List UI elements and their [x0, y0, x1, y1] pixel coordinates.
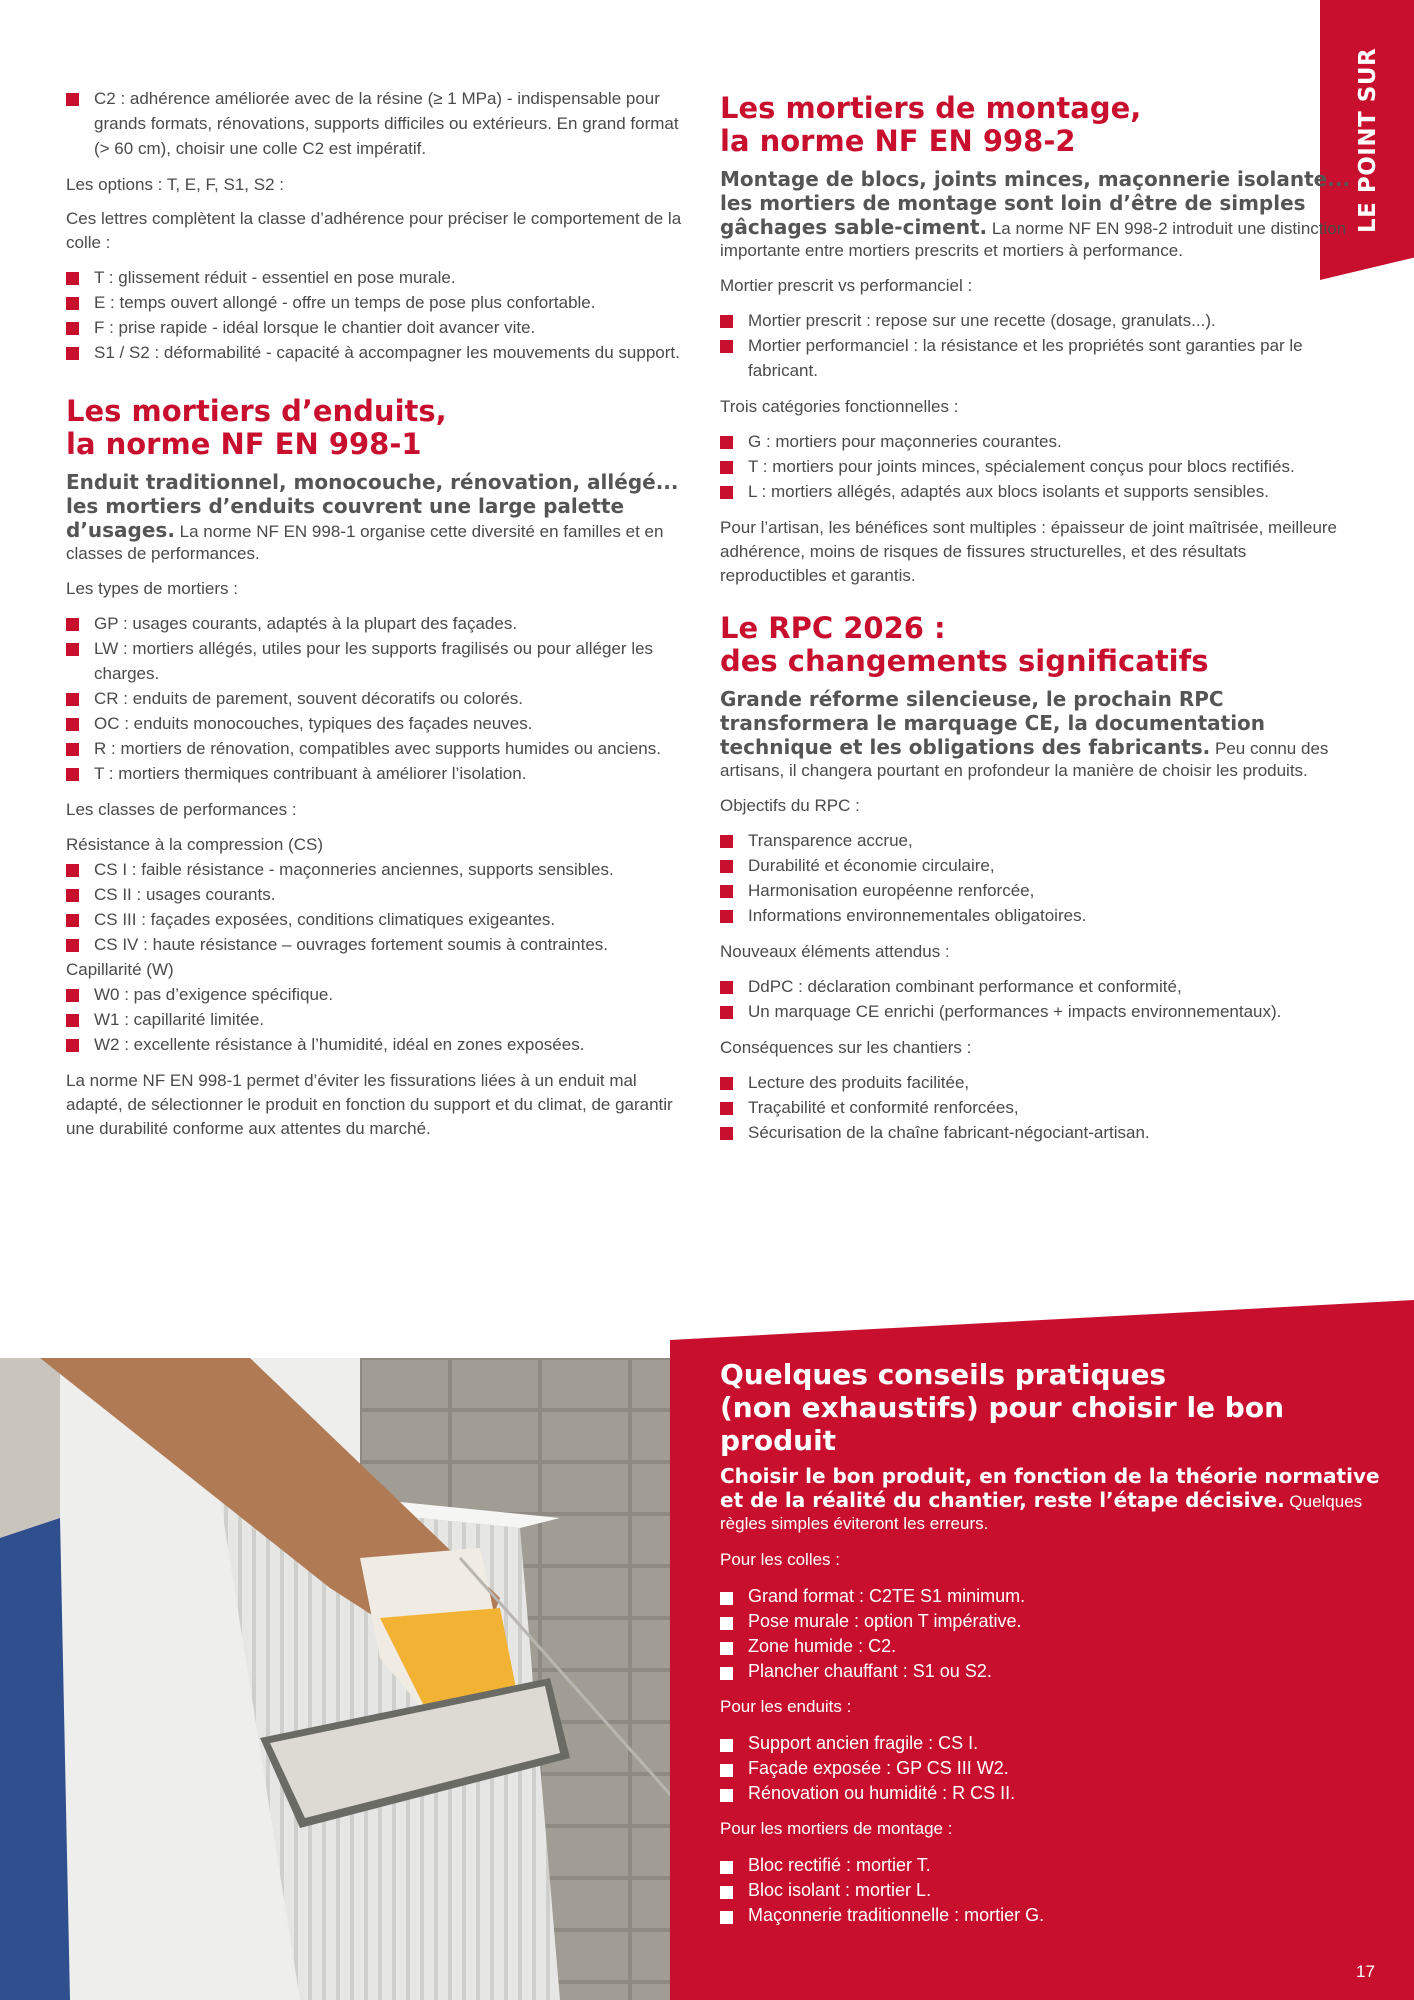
- list-item: T : mortiers thermiques contribuant à améliorer l’isolation.: [66, 761, 690, 786]
- objectives-label: Objectifs du RPC :: [720, 796, 860, 815]
- rpc-title-line1: Le RPC 2026 :: [720, 611, 946, 645]
- list-item: Plancher chauffant : S1 ou S2.: [720, 1659, 1390, 1684]
- options-label: Les options : T, E, F, S1, S2 :: [66, 175, 284, 194]
- enduits-lead: [66, 471, 690, 565]
- montage-title: [720, 92, 1356, 158]
- list-item: T : mortiers pour joints minces, spécialement conçus pour blocs rectifiés.: [720, 454, 1356, 479]
- cs-list: [66, 857, 690, 957]
- list-item: DdPC : déclaration combinant performance et conformité,: [720, 974, 1356, 999]
- tips-panel: [720, 1358, 1390, 1938]
- tips-lead-bold: Choisir le bon produit, en fonction de la théorie normative et de la réalité du chantier, reste l’étape décisive.: [720, 1464, 1380, 1512]
- montage-conclusion: Pour l’artisan, les bénéfices sont multiples : épaisseur de joint maîtrisée, meilleure adhérence, moins de risques de fissures structurelles, et des résultats reproductibles et garantis.: [720, 518, 1338, 585]
- list-item: OC : enduits monocouches, typiques des façades neuves.: [66, 711, 690, 736]
- tips-title-line1: Quelques conseils pratiques: [720, 1358, 1167, 1391]
- tips-lead-rest: Quelques règles simples éviteront les erreurs.: [720, 1492, 1363, 1533]
- tips-lead: [720, 1465, 1390, 1535]
- list-item: Mortier prescrit : repose sur une recette (dosage, granulats...).: [720, 308, 1356, 333]
- list-item: Informations environnementales obligatoires.: [720, 903, 1356, 928]
- list-item: CS IV : haute résistance – ouvrages fortement soumis à contraintes.: [66, 932, 690, 957]
- montage-lead-bold: Montage de blocs, joints minces, maçonnerie isolante... les mortiers de montage sont loin d’être de simples gâchages sable-ciment.: [720, 167, 1351, 239]
- objectives-list: [720, 828, 1356, 928]
- consequences-label: Conséquences sur les chantiers :: [720, 1038, 972, 1057]
- enduits-conclusion: La norme NF EN 998-1 permet d’éviter les fissurations liées à un enduit mal adapté, de sélectionner le produit en fonction du support et du climat, de garantir une durabilité conforme aux attentes du marché.: [66, 1071, 673, 1138]
- list-item: R : mortiers de rénovation, compatibles avec supports humides ou anciens.: [66, 736, 690, 761]
- new-elements-list: [720, 974, 1356, 1024]
- categories-list: [720, 429, 1356, 504]
- list-item: Maçonnerie traditionnelle : mortier G.: [720, 1903, 1390, 1928]
- types-label: Les types de mortiers :: [66, 579, 238, 598]
- list-item: Harmonisation européenne renforcée,: [720, 878, 1356, 903]
- tips-title: [720, 1358, 1390, 1457]
- list-item: G : mortiers pour maçonneries courantes.: [720, 429, 1356, 454]
- list-item: Support ancien fragile : CS I.: [720, 1731, 1390, 1756]
- enduits-lead-rest: La norme NF EN 998-1 organise cette diversité en familles et en classes de performances.: [66, 522, 664, 563]
- list-item: Zone humide : C2.: [720, 1634, 1390, 1659]
- worker-photo-illustration: [0, 1358, 700, 2000]
- list-item: Traçabilité et conformité renforcées,: [720, 1095, 1356, 1120]
- list-item: Bloc rectifié : mortier T.: [720, 1853, 1390, 1878]
- montage-title-line1: Les mortiers de montage,: [720, 91, 1142, 125]
- list-item: Pose murale : option T impérative.: [720, 1609, 1390, 1634]
- list-item: W2 : excellente résistance à l’humidité, idéal en zones exposées.: [66, 1032, 690, 1057]
- list-item: CS III : façades exposées, conditions climatiques exigeantes.: [66, 907, 690, 932]
- list-item: F : prise rapide - idéal lorsque le chantier doit avancer vite.: [66, 315, 690, 340]
- list-item: LW : mortiers allégés, utiles pour les supports fragilisés ou pour alléger les charges.: [66, 636, 690, 686]
- left-column: [66, 86, 690, 1151]
- w-list: [66, 982, 690, 1057]
- list-item: GP : usages courants, adaptés à la plupart des façades.: [66, 611, 690, 636]
- montage-lead-rest: La norme NF EN 998-2 introduit une distinction importante entre mortiers prescrits et mortiers à performance.: [720, 219, 1347, 260]
- worker-photo: [0, 1358, 700, 2000]
- montage-lead: [720, 168, 1356, 262]
- list-item: C2 : adhérence améliorée avec de la résine (≥ 1 MPa) - indispensable pour grands formats, rénovations, supports difficiles ou extérieurs. En grand format (> 60 cm), choisir une colle C2 est impératif.: [66, 86, 690, 161]
- list-item: Grand format : C2TE S1 minimum.: [720, 1584, 1390, 1609]
- list-item: CS I : faible résistance - maçonneries anciennes, supports sensibles.: [66, 857, 690, 882]
- list-item: CR : enduits de parement, souvent décoratifs ou colorés.: [66, 686, 690, 711]
- list-item: Mortier performanciel : la résistance et les propriétés sont garanties par le fabricant.: [720, 333, 1356, 383]
- cs-label: Résistance à la compression (CS): [66, 835, 323, 854]
- list-item: Un marquage CE enrichi (performances + impacts environnementaux).: [720, 999, 1356, 1024]
- right-column: [720, 92, 1356, 1157]
- rpc-lead: [720, 688, 1356, 782]
- montage-title-line2: la norme NF EN 998-2: [720, 124, 1076, 158]
- rpc-lead-rest: Peu connu des artisans, il changera pourtant en profondeur la manière de choisir les produits.: [720, 739, 1329, 780]
- colles-list: [720, 1584, 1390, 1684]
- enduits-title-line1: Les mortiers d’enduits,: [66, 394, 447, 428]
- classes-label: Les classes de performances :: [66, 800, 297, 819]
- list-item: Transparence accrue,: [720, 828, 1356, 853]
- rpc-lead-bold: Grande réforme silencieuse, le prochain RPC transformera le marquage CE, la documentation technique et les obligations des fabricants.: [720, 687, 1266, 759]
- list-item: Lecture des produits facilitée,: [720, 1070, 1356, 1095]
- tips-enduits-label: Pour les enduits :: [720, 1697, 852, 1716]
- section-tab-label: LE POINT SUR: [1355, 47, 1381, 233]
- list-item: T : glissement réduit - essentiel en pose murale.: [66, 265, 690, 290]
- rpc-title-line2: des changements significatifs: [720, 644, 1209, 678]
- consequences-list: [720, 1070, 1356, 1145]
- enduits-title: [66, 395, 690, 461]
- list-item: Durabilité et économie circulaire,: [720, 853, 1356, 878]
- list-item: Sécurisation de la chaîne fabricant-négociant-artisan.: [720, 1120, 1356, 1145]
- list-item: W1 : capillarité limitée.: [66, 1007, 690, 1032]
- new-elements-label: Nouveaux éléments attendus :: [720, 942, 950, 961]
- tips-montage-list: [720, 1853, 1390, 1928]
- options-description: Ces lettres complètent la classe d’adhérence pour préciser le comportement de la colle :: [66, 209, 682, 252]
- colles-label: Pour les colles :: [720, 1550, 840, 1569]
- page-number: 17: [1356, 1962, 1375, 1981]
- tips-enduits-list: [720, 1731, 1390, 1806]
- vs-list: [720, 308, 1356, 383]
- categories-label: Trois catégories fonctionnelles :: [720, 397, 959, 416]
- tips-title-line2: (non exhaustifs) pour choisir le bon produit: [720, 1391, 1285, 1457]
- rpc-title: [720, 612, 1356, 678]
- vs-label: Mortier prescrit vs performanciel :: [720, 276, 973, 295]
- types-list: [66, 611, 690, 786]
- enduits-title-line2: la norme NF EN 998-1: [66, 427, 422, 461]
- enduits-lead-bold: Enduit traditionnel, monocouche, rénovation, allégé... les mortiers d’enduits couvrent une large palette d’usages.: [66, 470, 679, 542]
- list-item: W0 : pas d’exigence spécifique.: [66, 982, 690, 1007]
- list-item: E : temps ouvert allongé - offre un temps de pose plus confortable.: [66, 290, 690, 315]
- tips-montage-label: Pour les mortiers de montage :: [720, 1819, 953, 1838]
- options-list: [66, 265, 690, 365]
- list-item: CS II : usages courants.: [66, 882, 690, 907]
- list-item: Bloc isolant : mortier L.: [720, 1878, 1390, 1903]
- list-item: L : mortiers allégés, adaptés aux blocs isolants et supports sensibles.: [720, 479, 1356, 504]
- list-item: Façade exposée : GP CS III W2.: [720, 1756, 1390, 1781]
- w-label: Capillarité (W): [66, 960, 174, 979]
- list-item: S1 / S2 : déformabilité - capacité à accompagner les mouvements du support.: [66, 340, 690, 365]
- c2-bullet-list: [66, 86, 690, 161]
- list-item: Rénovation ou humidité : R CS II.: [720, 1781, 1390, 1806]
